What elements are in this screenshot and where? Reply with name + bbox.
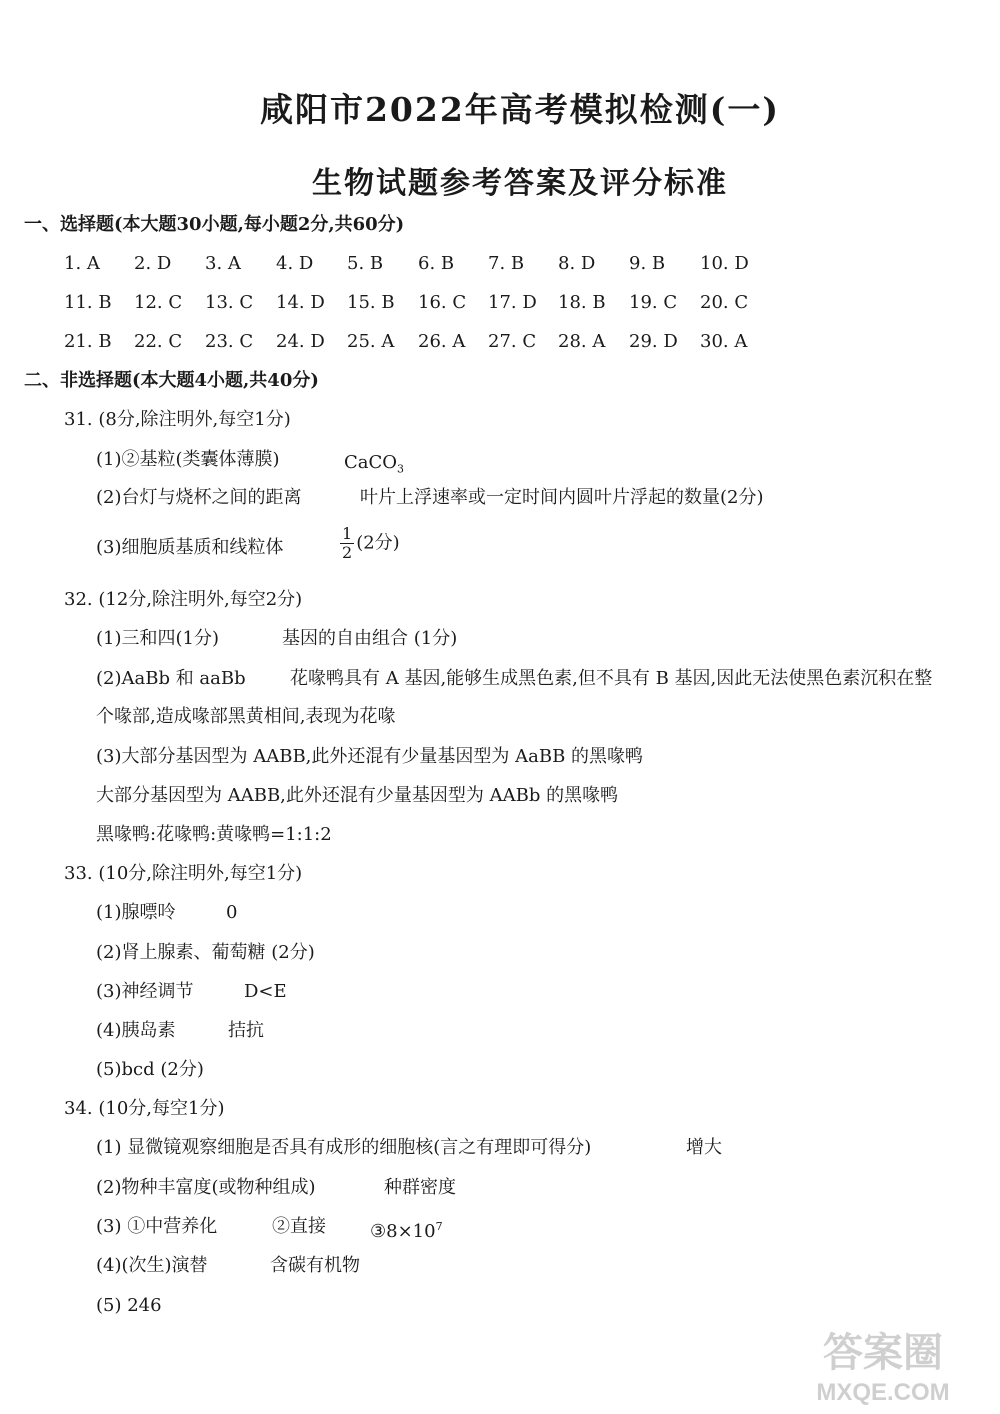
choice-answer: 14. D: [276, 292, 325, 313]
question-34-header: 34. (10分,每空1分): [64, 1098, 225, 1119]
q34-answer-4b: 含碳有机物: [270, 1255, 360, 1276]
choice-answer: 13. C: [205, 292, 254, 313]
choice-answer: 12. C: [134, 292, 183, 313]
choice-answer: 15. B: [347, 292, 395, 313]
choice-answer: 29. D: [629, 331, 678, 352]
q31-answer-2b: 叶片上浮速率或一定时间内圆叶片浮起的数量(2分): [360, 487, 764, 508]
q34-answer-3b: ②直接: [272, 1216, 326, 1237]
watermark-logo: [778, 1318, 988, 1408]
fraction: $\frac{1}{2}$: [342, 524, 353, 562]
q34-answer-5: (5) 246: [96, 1295, 162, 1316]
page-subtitle: 生物试题参考答案及评分标准: [312, 166, 728, 201]
choice-answer: 10. D: [700, 253, 749, 274]
page-title: 咸阳市2022年高考模拟检测(一): [259, 90, 781, 129]
section-heading-choice: 一、选择题(本大题30小题,每小题2分,共60分): [24, 214, 405, 235]
choice-answer: 9. B: [629, 253, 666, 274]
choice-answer: 3. A: [205, 253, 241, 274]
choice-answer: 19. C: [629, 292, 678, 313]
svg-text:答案圈: 答案圈: [823, 1331, 943, 1375]
choice-answer: 8. D: [558, 253, 596, 274]
q34-answer-3c: $③8\times 10^7$: [370, 1220, 443, 1242]
choice-answer: 21. B: [64, 331, 112, 352]
q32-answer-3c: 黑喙鸭:花喙鸭:黄喙鸭=1:1:2: [96, 824, 332, 845]
q32-answer-2c: 个喙部,造成喙部黑黄相间,表现为花喙: [96, 706, 396, 727]
q32-answer-3b: 大部分基因型为 AABB,此外还混有少量基因型为 AABb 的黑喙鸭: [96, 785, 619, 806]
q33-answer-2: (2)肾上腺素、葡萄糖 (2分): [96, 942, 315, 963]
question-31-header: 31. (8分,除注明外,每空1分): [64, 409, 291, 430]
choice-answer: 16. C: [418, 292, 467, 313]
q34-answer-3: (3) ①中营养化: [96, 1216, 218, 1237]
choice-answer: 23. C: [205, 331, 254, 352]
q32-answer-1b: 基因的自由组合 (1分): [282, 628, 458, 649]
choice-answer: 5. B: [347, 253, 384, 274]
q33-answer-3b: D<E: [244, 981, 287, 1002]
choice-answer: 22. C: [134, 331, 183, 352]
choice-answer: 24. D: [276, 331, 325, 352]
choice-answer: 2. D: [134, 253, 172, 274]
q33-answer-4: (4)胰岛素: [96, 1020, 176, 1041]
choice-answer: 26. A: [418, 331, 466, 352]
choice-answer: 18. B: [558, 292, 606, 313]
q33-answer-1b: 0: [226, 902, 238, 923]
q34-answer-4: (4)(次生)演替: [96, 1255, 208, 1276]
question-32-header: 32. (12分,除注明外,每空2分): [64, 589, 303, 610]
choice-answer: 30. A: [700, 331, 748, 352]
q34-answer-2: (2)物种丰富度(或物种组成): [96, 1177, 316, 1198]
q34-answer-1: (1) 显微镜观察细胞是否具有成形的细胞核(言之有理即可得分): [96, 1137, 592, 1158]
q32-answer-3: (3)大部分基因型为 AABB,此外还混有少量基因型为 AaBB 的黑喙鸭: [96, 746, 644, 767]
q33-answer-3: (3)神经调节: [96, 981, 194, 1002]
q31-answer-1: (1)②基粒(类囊体薄膜): [96, 449, 280, 470]
choice-answer: 4. D: [276, 253, 314, 274]
question-33-header: 33. (10分,除注明外,每空1分): [64, 863, 303, 884]
choice-answer: 28. A: [558, 331, 606, 352]
svg-text:MXQE.COM: MXQE.COM: [816, 1379, 950, 1406]
choice-answer: 25. A: [347, 331, 395, 352]
choice-answer: 6. B: [418, 253, 455, 274]
choice-answer: 11. B: [64, 292, 112, 313]
q33-answer-1: (1)腺嘌呤: [96, 902, 176, 923]
choice-answer: 27. C: [488, 331, 537, 352]
q31-answer-3: (3)细胞质基质和线粒体: [96, 537, 284, 558]
q32-answer-1: (1)三和四(1分): [96, 628, 219, 649]
choice-answer: 1. A: [64, 253, 100, 274]
q33-answer-4b: 拮抗: [228, 1020, 264, 1041]
q31-answer-3b: $\frac{1}{2}$ (2分): [342, 524, 400, 562]
q31-answer-2: (2)台灯与烧杯之间的距离: [96, 487, 302, 508]
q32-answer-2: (2)AaBb 和 aaBb: [96, 668, 246, 689]
choice-answer: 20. C: [700, 292, 749, 313]
choice-answer: 17. D: [488, 292, 537, 313]
q32-answer-2b: 花喙鸭具有 A 基因,能够生成黑色素,但不具有 B 基因,因此无法使黑色素沉积在整: [290, 668, 933, 689]
q31-answer-1b: CaCO$_3$: [344, 452, 405, 476]
section-heading-nonchoice: 二、非选择题(本大题4小题,共40分): [24, 370, 319, 391]
q34-answer-2b: 种群密度: [384, 1177, 456, 1198]
q34-answer-1b: 增大: [686, 1137, 722, 1158]
q33-answer-5: (5)bcd (2分): [96, 1059, 204, 1080]
choice-answer: 7. B: [488, 253, 525, 274]
